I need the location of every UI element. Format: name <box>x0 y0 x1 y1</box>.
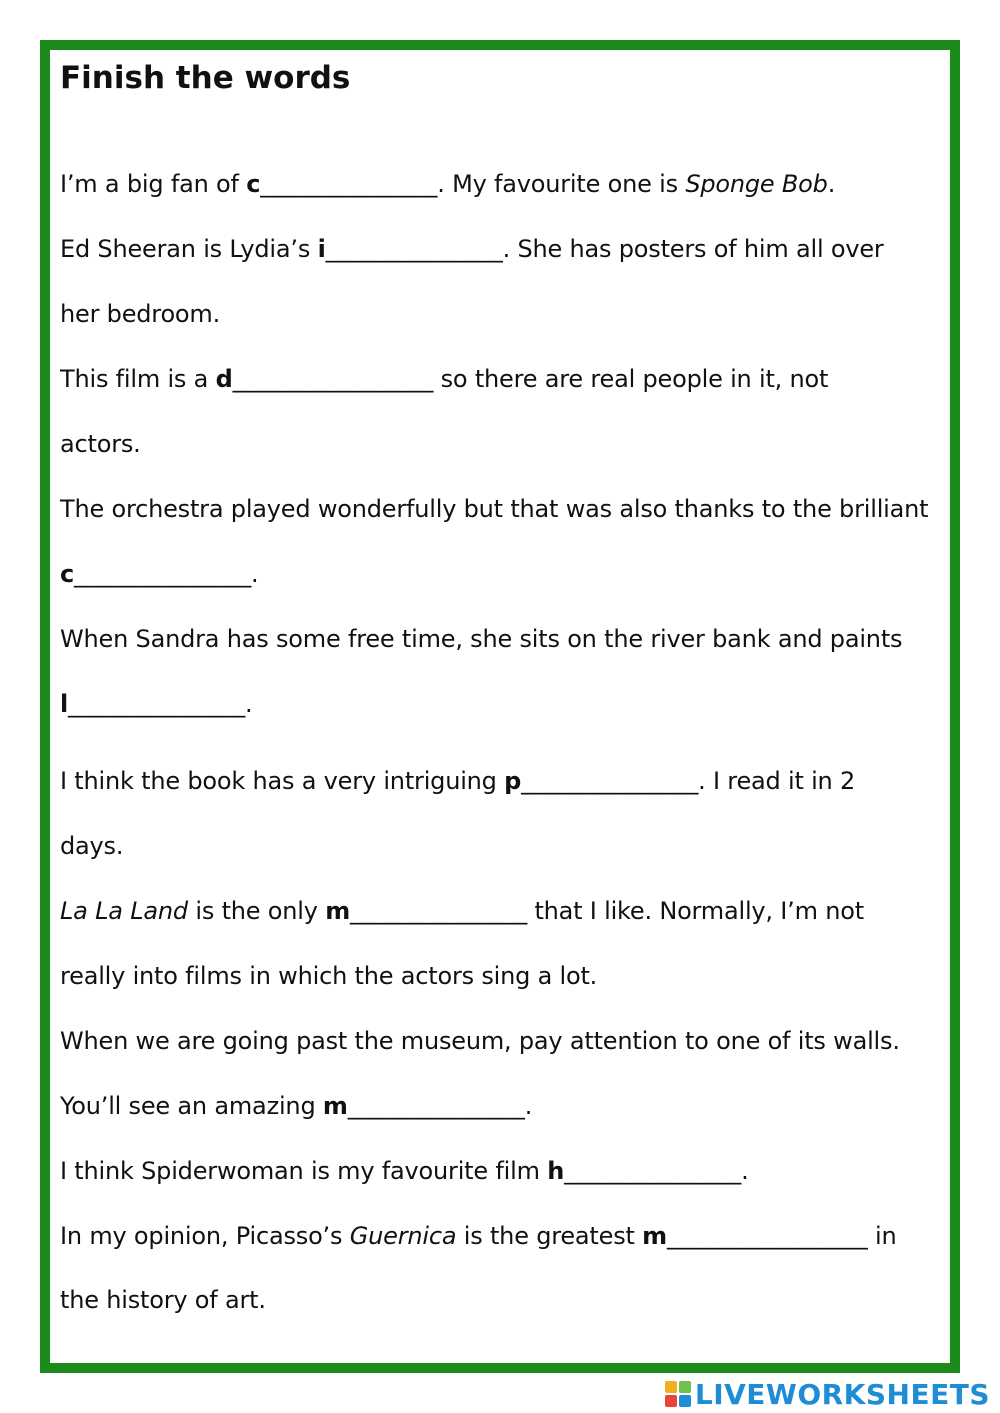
sentence-text: You’ll see an amazing <box>60 1092 323 1120</box>
exercise-line <box>60 1286 266 1314</box>
sentence-text: I think the book has a very intriguing <box>60 767 505 795</box>
exercise-line <box>60 690 252 718</box>
word-initial-letter: p <box>504 767 522 795</box>
exercise-line <box>60 300 220 328</box>
italic-title: Sponge Bob <box>685 170 828 198</box>
exercise-line <box>60 1222 896 1250</box>
sentence-text: In my opinion, Picasso’s <box>60 1222 350 1250</box>
sentence-text: I’m a big fan of <box>60 170 247 198</box>
sentence-text: _______________. <box>347 1092 533 1120</box>
italic-title: La La Land <box>60 897 188 925</box>
sentence-text: When Sandra has some free time, she sits on the river bank and paints <box>60 625 903 653</box>
sentence-text: _______________. <box>68 690 253 718</box>
exercise-line <box>60 1092 532 1120</box>
exercise-line <box>60 767 855 795</box>
sentence-text: _________________ so there are real people in it, not <box>232 365 829 393</box>
exercise-line <box>60 430 141 458</box>
sentence-text: actors. <box>60 430 141 458</box>
sentence-text: her bedroom. <box>60 300 221 328</box>
sentence-text: . <box>827 170 836 198</box>
sentence-text: _______________. <box>74 560 259 588</box>
sentence-text: I think Spiderwoman is my favourite film <box>60 1157 548 1185</box>
sentence-text: When we are going past the museum, pay attention to one of its walls. <box>60 1027 900 1055</box>
word-initial-letter: c <box>246 170 261 198</box>
exercise-line <box>60 365 828 393</box>
exercise-line <box>60 170 835 198</box>
word-initial-letter: h <box>547 1157 565 1185</box>
word-initial-letter: m <box>325 897 351 925</box>
sentence-text: _______________. My favourite one is <box>260 170 686 198</box>
sentence-text: _______________. She has posters of him all over <box>325 235 884 263</box>
sentence-text: This film is a <box>60 365 216 393</box>
word-initial-letter: i <box>317 235 326 263</box>
exercise-line <box>60 235 884 263</box>
worksheet-title: Finish the words <box>60 60 351 96</box>
sentence-text: _______________. <box>564 1157 749 1185</box>
word-initial-letter: l <box>60 690 69 718</box>
exercise-line <box>60 495 928 523</box>
exercise-line <box>60 897 864 925</box>
exercise-line <box>60 1157 749 1185</box>
exercise-line <box>60 625 902 653</box>
sentence-text: _________________ in <box>666 1222 897 1250</box>
sentence-text: days. <box>60 832 124 860</box>
sentence-text: the history of art. <box>60 1286 266 1314</box>
sentence-text: is the greatest <box>456 1222 643 1250</box>
sentence-text: _______________ that I like. Normally, I’m not <box>350 897 864 925</box>
exercise-line <box>60 832 123 860</box>
word-initial-letter: c <box>60 560 75 588</box>
brand-name: LIVEWORKSHEETS <box>694 1377 990 1411</box>
word-initial-letter: m <box>322 1092 348 1120</box>
exercise-line <box>60 1027 900 1055</box>
exercise-line <box>60 962 597 990</box>
word-initial-letter: m <box>642 1222 667 1250</box>
sentence-text: really into films in which the actors sing a lot. <box>60 962 598 990</box>
sentence-text: Ed Sheeran is Lydia’s <box>60 235 318 263</box>
sentence-text: The orchestra played wonderfully but that was also thanks to the brilliant <box>60 495 929 523</box>
italic-title: Guernica <box>349 1222 457 1250</box>
exercise-line <box>60 560 258 588</box>
sentence-text: _______________. I read it in 2 <box>521 767 856 795</box>
liveworksheets-logo-icon <box>665 1381 691 1407</box>
liveworksheets-footer <box>665 1377 990 1411</box>
sentence-text: is the only <box>187 897 326 925</box>
word-initial-letter: d <box>215 365 233 393</box>
